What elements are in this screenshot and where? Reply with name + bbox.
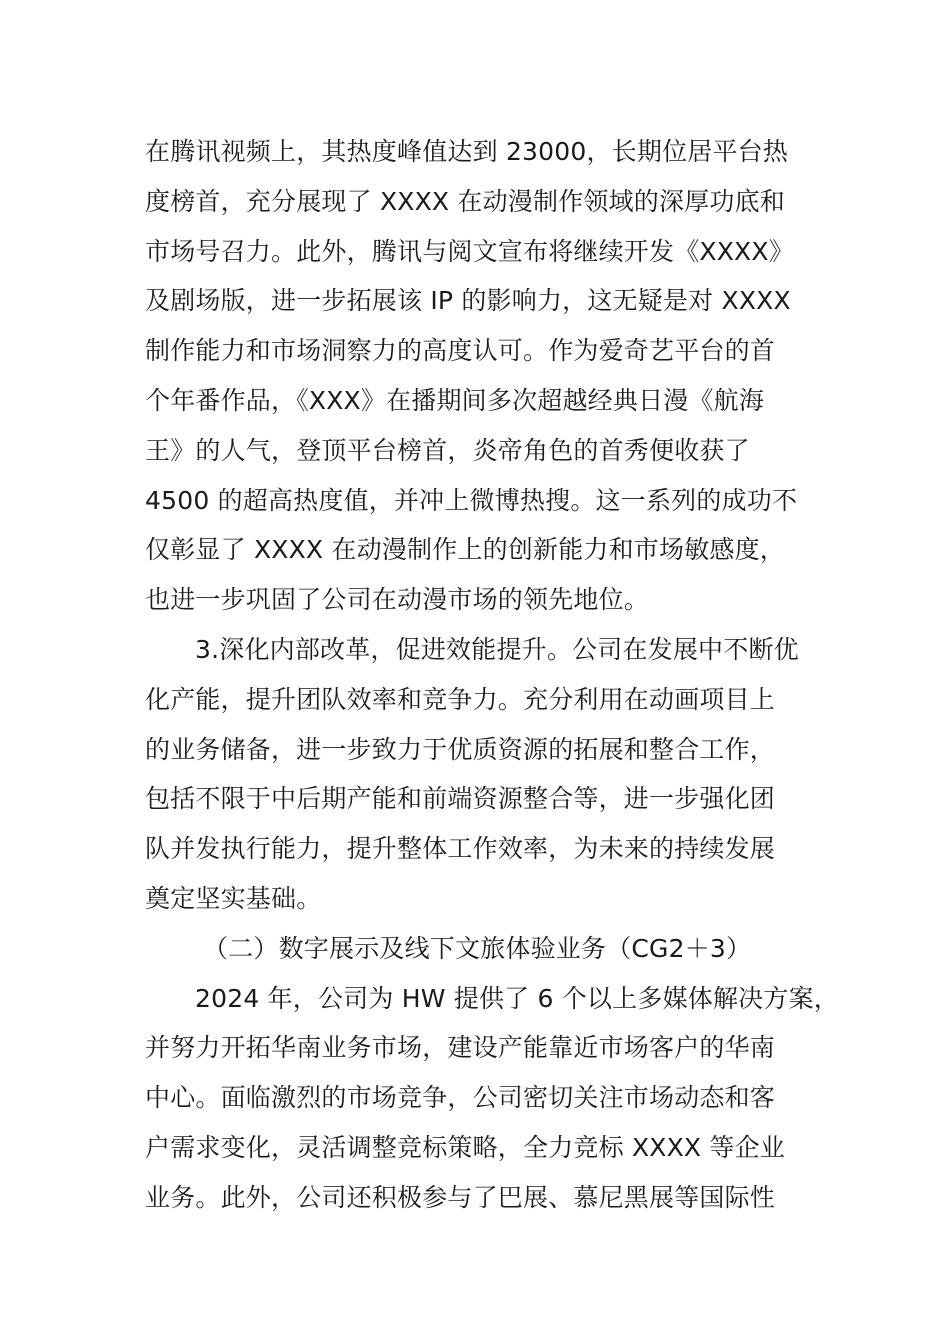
text-line: 奠定坚实基础。 xyxy=(145,883,322,913)
paragraph-start-line: 3.深化内部改革，促进效能提升。公司在发展中不断优 xyxy=(195,634,799,664)
text-line: 业务。此外，公司还积极参与了巴展、慕尼黑展等国际性 xyxy=(145,1182,776,1212)
text-line: 市场号召力。此外，腾讯与阅文宣布将继续开发《XXXX》 xyxy=(145,236,794,266)
text-line: 的业务储备，进一步致力于优质资源的拓展和整合工作， xyxy=(145,734,776,764)
text-line: 化产能，提升团队效率和竞争力。充分利用在动画项目上 xyxy=(145,684,776,714)
text-line: 在腾讯视频上，其热度峰值达到 23000，长期位居平台热 xyxy=(145,137,789,166)
text-line: 队并发执行能力，提升整体工作效率，为未来的持续发展 xyxy=(145,834,776,864)
paragraph-start-line: 2024 年，公司为 HW 提供了 6 个以上多媒体解决方案， xyxy=(195,983,839,1013)
text-line: 4500 的超高热度值，并冲上微博热搜。这一系列的成功不 xyxy=(145,485,798,515)
text-line: 王》的人气，登顶平台榜首，炎帝角色的首秀便收获了 xyxy=(145,435,750,465)
text-line: 户需求变化，灵活调整竞标策略，全力竞标 XXXX 等企业 xyxy=(145,1132,786,1162)
text-line: 中心。面临激烈的市场竞争，公司密切关注市场动态和客 xyxy=(145,1083,776,1113)
text-line: 度榜首，充分展现了 XXXX 在动漫制作领域的深厚功底和 xyxy=(145,186,786,216)
text-line: 制作能力和市场洞察力的高度认可。作为爱奇艺平台的首 xyxy=(145,336,776,366)
text-line: 及剧场版，进一步拓展该 IP 的影响力，这无疑是对 XXXX xyxy=(145,286,791,316)
body-text xyxy=(145,127,845,1223)
text-line: 也进一步巩固了公司在动漫市场的领先地位。 xyxy=(145,585,650,615)
text-line: 并努力开拓华南业务市场，建设产能靠近市场客户的华南 xyxy=(145,1033,776,1063)
section-heading: （二）数字展示及线下文旅体验业务（CG2＋3） xyxy=(203,933,752,963)
text-line: 个年番作品，《XXX》在播期间多次超越经典日漫《航海 xyxy=(145,385,765,415)
text-line: 仅彰显了 XXXX 在动漫制作上的创新能力和市场敏感度， xyxy=(145,535,786,565)
text-line: 包括不限于中后期产能和前端资源整合等，进一步强化团 xyxy=(145,784,776,814)
